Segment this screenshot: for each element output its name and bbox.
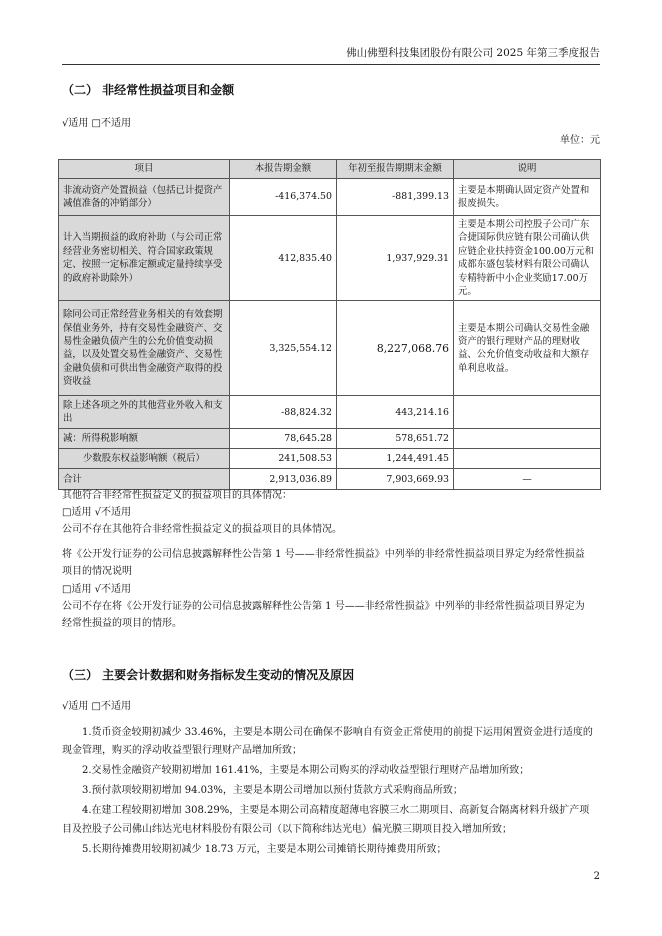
unit-label: 单位：元	[560, 135, 600, 146]
row-note: —	[454, 469, 601, 490]
row-current: 241,508.53	[230, 449, 337, 469]
row-item: 减：所得税影响额	[59, 429, 230, 449]
row-note: 主要是本期公司确认交易性金融资产的银行理财产品的理财收益、公允价值变动收益和大额存单利息收益。	[454, 301, 601, 396]
explain-applicable: □适用 √不适用	[62, 584, 131, 595]
section-title-changes: （三） 主要会计数据和财务指标发生变动的情况及原因	[62, 668, 355, 682]
other-items-applicable: □适用 √不适用	[62, 507, 131, 518]
row-note	[454, 429, 601, 449]
row-item: 合计	[59, 469, 230, 490]
table-row	[59, 216, 601, 301]
row-current: 2,913,036.89	[230, 469, 337, 490]
row-ytd: 443,214.16	[337, 396, 454, 429]
row-current: 3,325,554.12	[230, 301, 337, 396]
table-row	[59, 449, 601, 469]
column-header: 年初至报告期期末金额	[337, 160, 454, 179]
row-current: 412,835.40	[230, 216, 337, 301]
change-item: 目及控股子公司佛山纬达光电材料股份有限公司（以下简称纬达光电）偏光膜三期项目投入增加所致；	[62, 824, 512, 835]
column-header: 项目	[59, 160, 230, 179]
row-item: 除同公司正常经营业务相关的有效套期保值业务外，持有交易性金融资产、交易性金融负债产生的公允价值变动损益，以及处置交易性金融资产、交易性金融负债和可供出售金融资产取得的投资收益	[59, 301, 230, 396]
column-header: 本报告期金额	[230, 160, 337, 179]
explain-line-2: 项目的情况说明	[62, 566, 132, 577]
row-current: -88,824.32	[230, 396, 337, 429]
row-current: -416,374.50	[230, 179, 337, 216]
row-ytd: 8,227,068.76	[337, 301, 454, 396]
row-ytd: -881,399.13	[337, 179, 454, 216]
row-item: 少数股东权益影响额（税后）	[59, 449, 230, 469]
nonrecurring-table	[58, 159, 601, 490]
change-item: 4.在建工程较期初增加 308.29%，主要是本期公司高精度超薄电容膜三水二期项目、高新复合隔离材料升级扩产项	[82, 805, 590, 816]
other-items-text: 公司不存在其他符合非经常性损益定义的损益项目的具体情况。	[62, 524, 342, 535]
row-note	[454, 396, 601, 429]
explain-text-1: 公司不存在将《公开发行证券的公司信息披露解释性公告第 1 号——非经常性损益》中列举的非经常性损益项目界定为	[62, 601, 585, 612]
table-header-row	[59, 160, 601, 179]
section-title-nonrecurring: （二） 非经常性损益项目和金额	[62, 83, 235, 97]
row-item: 除上述各项之外的其他营业外收入和支出	[59, 396, 230, 429]
applicable-status: √适用 □不适用	[62, 118, 131, 129]
table-row	[59, 396, 601, 429]
row-ytd: 7,903,669.93	[337, 469, 454, 490]
table-row	[59, 429, 601, 449]
change-item: 2.交易性金融资产较期初增加 161.41%，主要是本期公司购买的浮动收益型银行理财产品增加所致；	[82, 765, 530, 776]
change-item: 1.货币资金较期初减少 33.46%，主要是本期公司在确保不影响自有资金正常使用的前提下运用闲置资金进行适度的	[82, 727, 593, 738]
row-ytd: 578,651.72	[337, 429, 454, 449]
row-note: 主要是本期确认固定资产处置和报废损失。	[454, 179, 601, 216]
report-header: 佛山佛塑科技集团股份有限公司 2025 年第三季度报告	[346, 47, 600, 59]
page-number: 2	[593, 871, 600, 882]
column-header: 说明	[454, 160, 601, 179]
row-item: 非流动资产处置损益（包括已计提资产减值准备的冲销部分）	[59, 179, 230, 216]
other-items-intro: 其他符合非经常性损益定义的损益项目的具体情况：	[62, 490, 292, 501]
row-current: 78,645.28	[230, 429, 337, 449]
explain-text-2: 经常性损益的项目的情形。	[62, 618, 182, 629]
table-row	[59, 179, 601, 216]
explain-line-1: 将《公开发行证券的公司信息披露解释性公告第 1 号——非经常性损益》中列举的非经常性损益项目界定为经常性损益	[62, 549, 585, 560]
row-item: 计入当期损益的政府补助（与公司正常经营业务密切相关、符合国家政策规定、按照一定标准定额或定量持续享受的政府补助除外）	[59, 216, 230, 301]
table-row	[59, 301, 601, 396]
change-item: 3.预付款项较期初增加 94.03%，主要是本期公司增加以预付货款方式采购商品所致；	[82, 785, 463, 796]
change-item: 5.长期待摊费用较期初减少 18.73 万元，主要是本期公司摊销长期待摊费用所致；	[82, 844, 447, 855]
row-ytd: 1,937,929.31	[337, 216, 454, 301]
change-item: 现金管理，购买的浮动收益型银行理财产品增加所致；	[62, 745, 302, 756]
header-divider	[62, 64, 600, 65]
row-note	[454, 449, 601, 469]
changes-applicable: √适用 □不适用	[62, 701, 131, 712]
row-note: 主要是本期公司控股子公司广东合捷国际供应链有限公司确认供应链企业扶持资金100.00万元和成都东盛包装材料有限公司确认专精特新中小企业奖励17.00万元。	[454, 216, 601, 301]
row-ytd: 1,244,491.45	[337, 449, 454, 469]
